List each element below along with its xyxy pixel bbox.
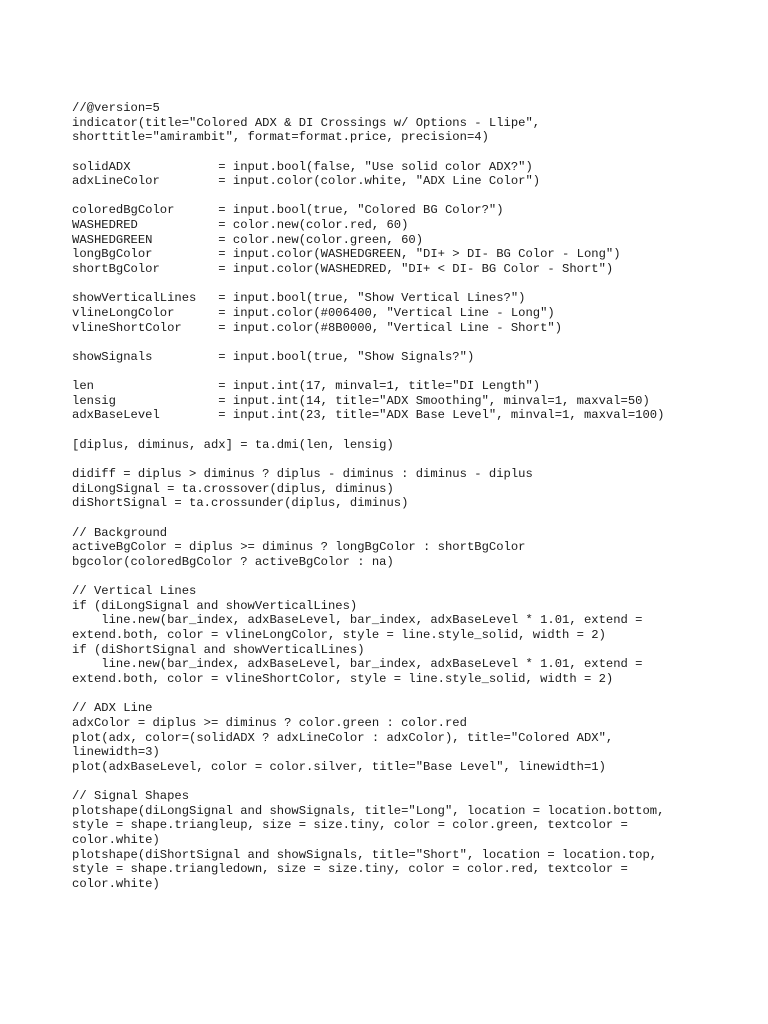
- code-line: // Background: [72, 525, 168, 540]
- code-line: [72, 423, 762, 438]
- code-line: lensig = input.int(14, title="ADX Smoothing", minval=1, maxval=50): [72, 393, 650, 408]
- code-line: color.white): [72, 833, 160, 848]
- code-line: didiff = diplus > diminus ? diplus - diminus : diminus - diplus: [72, 467, 533, 482]
- code-line: vlineShortColor = input.color(#8B0000, "Vertical Line - Short"): [72, 320, 563, 335]
- code-line: [72, 365, 762, 380]
- code-line: color.white): [72, 876, 160, 891]
- code-line: [72, 145, 762, 160]
- code-line: [72, 452, 762, 467]
- code-line: // Signal Shapes: [72, 789, 190, 804]
- code-line: plotshape(diLongSignal and showSignals, title="Long", location = location.bottom,: [72, 803, 665, 818]
- code-line: activeBgColor = diplus >= diminus ? longBgColor : shortBgColor: [72, 540, 526, 555]
- code-line: WASHEDRED = color.new(color.red, 60): [72, 218, 409, 233]
- code-line: plotshape(diShortSignal and showSignals, title="Short", location = location.top,: [72, 847, 658, 862]
- code-line: style = shape.triangleup, size = size.tiny, color = color.green, textcolor =: [72, 818, 628, 833]
- code-line: diLongSignal = ta.crossover(diplus, diminus): [72, 481, 394, 496]
- code-line: plot(adxBaseLevel, color = color.silver, title="Base Level", linewidth=1): [72, 759, 606, 774]
- code-line: adxColor = diplus >= diminus ? color.green : color.red: [72, 715, 467, 730]
- code-line: adxLineColor = input.color(color.white, "ADX Line Color"): [72, 174, 541, 189]
- code-line: adxBaseLevel = input.int(23, title="ADX Base Level", minval=1, maxval=100): [72, 408, 665, 423]
- code-line: // ADX Line: [72, 701, 153, 716]
- code-line: style = shape.triangledown, size = size.tiny, color = color.red, textcolor =: [72, 862, 628, 877]
- code-line: diShortSignal = ta.crossunder(diplus, diminus): [72, 496, 409, 511]
- code-line: line.new(bar_index, adxBaseLevel, bar_index, adxBaseLevel * 1.01, extend =: [72, 613, 643, 628]
- code-line: solidADX = input.bool(false, "Use solid color ADX?"): [72, 159, 533, 174]
- code-block: [72, 101, 762, 892]
- code-line: indicator(title="Colored ADX & DI Crossings w/ Options - Llipe",: [72, 115, 541, 130]
- code-line: extend.both, color = vlineLongColor, style = line.style_solid, width = 2): [72, 628, 606, 643]
- code-line: linewidth=3): [72, 745, 160, 760]
- code-line: plot(adx, color=(solidADX ? adxLineColor : adxColor), title="Colored ADX",: [72, 730, 614, 745]
- code-line: if (diLongSignal and showVerticalLines): [72, 598, 358, 613]
- code-line: extend.both, color = vlineShortColor, style = line.style_solid, width = 2): [72, 671, 614, 686]
- code-line: if (diShortSignal and showVerticalLines): [72, 642, 365, 657]
- code-line: line.new(bar_index, adxBaseLevel, bar_index, adxBaseLevel * 1.01, extend =: [72, 657, 643, 672]
- code-line: vlineLongColor = input.color(#006400, "Vertical Line - Long"): [72, 305, 555, 320]
- code-line: showSignals = input.bool(true, "Show Signals?"): [72, 349, 475, 364]
- code-line: longBgColor = input.color(WASHEDGREEN, "DI+ > DI- BG Color - Long"): [72, 247, 621, 262]
- code-line: [diplus, diminus, adx] = ta.dmi(len, lensig): [72, 437, 394, 452]
- code-line: len = input.int(17, minval=1, title="DI Length"): [72, 379, 541, 394]
- code-line: [72, 189, 762, 204]
- code-line: // Vertical Lines: [72, 584, 197, 599]
- code-line: WASHEDGREEN = color.new(color.green, 60): [72, 232, 424, 247]
- code-line: coloredBgColor = input.bool(true, "Colored BG Color?"): [72, 203, 504, 218]
- code-line: bgcolor(coloredBgColor ? activeBgColor : na): [72, 554, 394, 569]
- code-line: [72, 335, 762, 350]
- code-line: [72, 570, 762, 585]
- code-line: [72, 277, 762, 292]
- code-line: shortBgColor = input.color(WASHEDRED, "DI+ < DI- BG Color - Short"): [72, 262, 614, 277]
- code-line: [72, 687, 762, 702]
- code-line: //@version=5: [72, 101, 160, 115]
- code-line: [72, 511, 762, 526]
- code-line: shorttitle="amirambit", format=format.price, precision=4): [72, 130, 489, 145]
- code-line: [72, 774, 762, 789]
- code-line: showVerticalLines = input.bool(true, "Show Vertical Lines?"): [72, 291, 526, 306]
